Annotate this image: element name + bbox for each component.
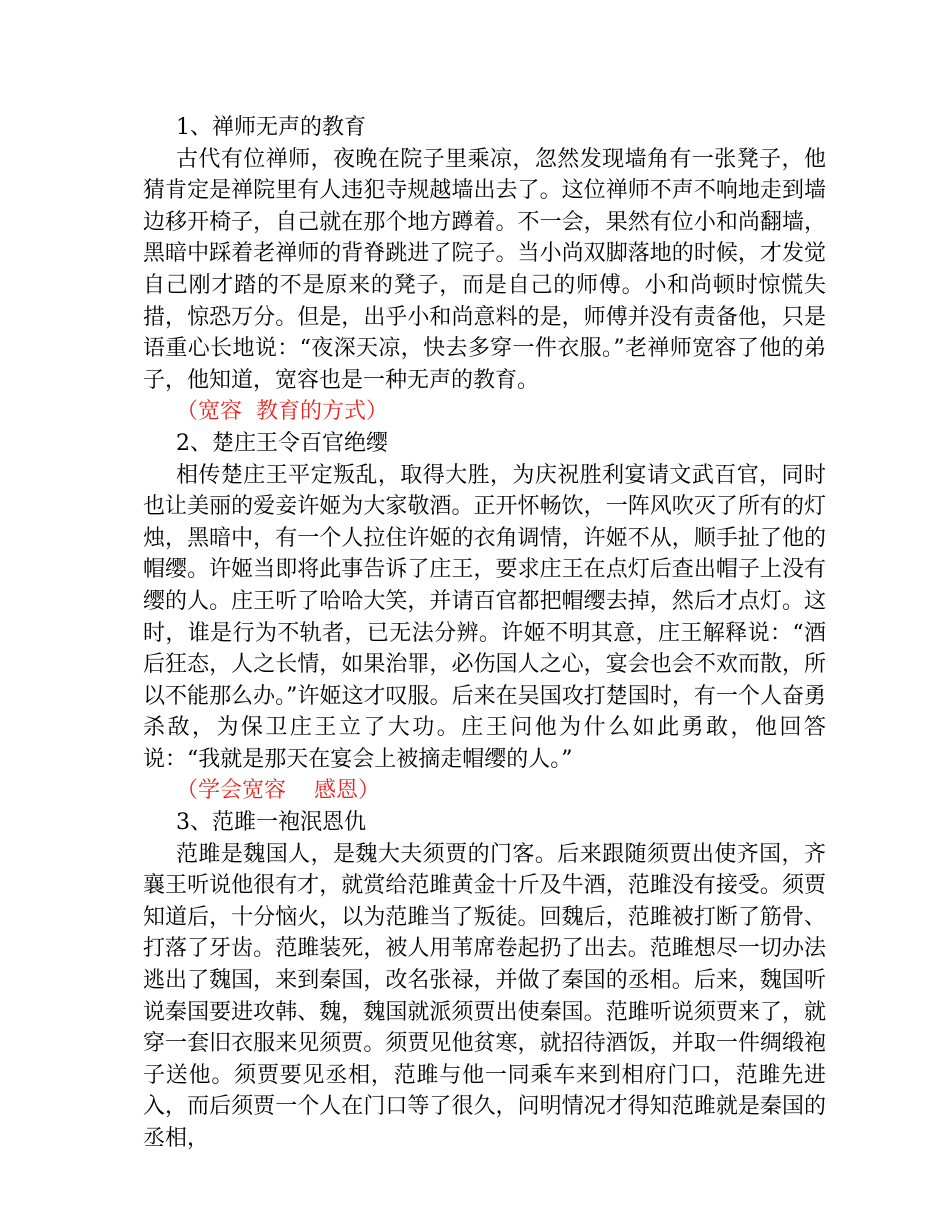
document-content	[143, 112, 826, 1155]
section-3-body: 范雎是魏国人，是魏大夫须贾的门客。后来跟随须贾出使齐国，齐襄王听说他很有才，就赏给范雎黄金十斤及牛酒，范雎没有接受。须贾知道后，十分恼火，以为范雎当了叛徒。回魏后，范雎被打断了筋骨、打落了牙齿。范雎装死，被人用苇席卷起扔了出去。范雎想尽一切办法逃出了魏国，来到秦国，改名张禄，并做了秦国的丞相。后来，魏国听说秦国要进攻韩、魏，魏国就派须贾出使秦国。范雎听说须贾来了，就穿一套旧衣服来见须贾。须贾见他贫寒，就招待酒饭，并取一件绸缎袍子送他。须贾要见丞相，范雎与他一同乘车来到相府门口，范雎先进入，而后须贾一个人在门口等了很久，问明情况才得知范雎就是秦国的丞相，	[143, 841, 826, 1151]
section-1-title: 1、禅师无声的教育	[176, 115, 366, 140]
section-3-title: 3、范雎一袍泯恩仇	[176, 810, 366, 836]
section-1-body: 古代有位禅师，夜晚在院子里乘凉，忽然发现墙角有一张凳子，他猜肯定是禅院里有人违犯寺规越墙出去了。这位禅师不声不响地走到墙边移开椅子，自己就在那个地方蹲着。不一会，果然有位小和尚翻墙，黑暗中踩着老禅师的背脊跳进了院子。当小尚双脚落地的时候，才发觉自己刚才踏的不是原来的凳子，而是自己的师傅。小和尚顿时惊慌失措，惊恐万分。但是，出乎小和尚意料的是，师傅并没有责备他，只是语重心长地说：“夜深天凉，快去多穿一件衣服。”老禅师宽容了他的弟子，他知道，宽容也是一种无声的教育。	[143, 146, 826, 393]
section-2-body: 相传楚庄王平定叛乱，取得大胜，为庆祝胜利宴请文武百官，同时也让美丽的爱妾许姬为大家敬酒。正开怀畅饮，一阵风吹灭了所有的灯烛，黑暗中，有一个人拉住许姬的衣角调情，许姬不从，顺手扯了他的帽缨。许姬当即将此事告诉了庄王，要求庄王在点灯后查出帽子上没有缨的人。庄王听了哈哈大笑，并请百官都把帽缨去掉，然后才点灯。这时，谁是行为不轨者，已无法分辨。许姬不明其意，庄王解释说：“酒后狂态，人之长情，如果治罪，必伤国人之心，宴会也会不欢而散，所以不能那么办。”许姬这才叹服。后来在吴国攻打楚国时，有一个人奋勇杀敌，为保卫庄王立了大功。庄王问他为什么如此勇敢，他回答说：“我就是那天在宴会上被摘走帽缨的人。”	[143, 462, 826, 772]
section-2-note: （学会宽容 感恩）	[176, 778, 380, 804]
section-2-title: 2、楚庄王令百官绝缨	[176, 430, 388, 456]
section-1-note: （宽容 教育的方式）	[176, 399, 388, 425]
